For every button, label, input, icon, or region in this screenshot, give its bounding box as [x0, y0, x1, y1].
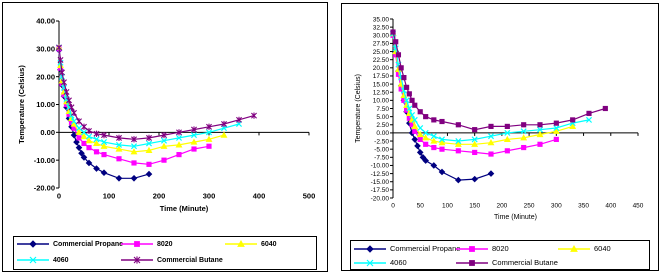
legend-item-4060	[16, 256, 69, 264]
legend-label-6040: 6040	[261, 240, 277, 248]
legend-item-6040	[557, 244, 611, 253]
x-tick-label: 500	[302, 191, 316, 201]
data-point-commercial-butane	[413, 103, 417, 107]
y-tick-label: 30.00	[372, 32, 389, 40]
y-tick-label: 32.50	[372, 24, 389, 32]
data-point-commercial-butane	[76, 118, 81, 124]
y-tick-label: -10.00	[33, 155, 55, 165]
y-tick-label: 20.00	[36, 72, 55, 82]
y-tick-label: 35.00	[372, 16, 389, 24]
data-point-8020	[94, 150, 98, 154]
data-point-commercial-butane	[405, 85, 409, 89]
y-tick-label: 5.00	[376, 113, 389, 121]
legend-label-commercial-butane: Commercial Butane	[157, 256, 223, 264]
y-tick-label: 2.50	[376, 122, 389, 130]
data-point-commercial-propane	[472, 177, 477, 182]
y-tick-label: 17.50	[372, 73, 389, 81]
data-point-commercial-butane	[391, 30, 395, 34]
legend-label-8020: 8020	[492, 244, 509, 253]
data-point-8020	[192, 147, 196, 151]
data-point-commercial-butane	[571, 118, 575, 122]
data-point-commercial-propane	[412, 137, 417, 142]
data-point-6040	[505, 137, 510, 142]
data-point-8020	[132, 161, 136, 165]
y-tick-label: -5.00	[374, 146, 389, 154]
x-tick-label: 100	[442, 202, 453, 210]
data-point-commercial-butane	[505, 124, 509, 128]
data-point-commercial-propane	[71, 133, 76, 138]
left-chart-panel	[2, 2, 328, 272]
data-point-commercial-butane	[432, 118, 436, 122]
data-point-commercial-butane	[418, 110, 422, 114]
x-tick-label: 0	[56, 191, 62, 201]
data-point-8020	[82, 141, 86, 145]
data-point-8020	[162, 158, 166, 162]
data-point-8020	[424, 142, 428, 146]
data-point-commercial-butane	[522, 123, 526, 127]
data-point-8020	[538, 142, 542, 146]
legend-swatch-8020	[455, 245, 489, 253]
y-tick-label: -15.00	[370, 179, 389, 187]
data-point-6040	[161, 144, 166, 149]
x-tick-label: 150	[469, 202, 481, 210]
data-point-commercial-butane	[424, 115, 428, 119]
data-point-commercial-butane	[603, 106, 607, 110]
legend-swatch-6040	[224, 240, 258, 248]
y-tick-label: -12.50	[370, 170, 389, 178]
data-point-4060	[418, 125, 423, 130]
y-tick-label: -20.00	[33, 183, 55, 193]
data-point-6040	[131, 149, 136, 154]
x-tick-label: 300	[202, 191, 216, 201]
legend-label-6040: 6040	[594, 244, 611, 253]
data-point-commercial-butane	[554, 121, 558, 125]
legend-marker-8020	[135, 242, 140, 247]
data-point-commercial-butane	[456, 123, 460, 127]
data-point-6040	[206, 137, 211, 142]
data-point-commercial-butane	[407, 92, 411, 96]
data-point-commercial-propane	[488, 171, 493, 176]
x-tick-label: 400	[252, 191, 266, 201]
x-tick-label: 400	[605, 202, 617, 210]
data-point-8020	[413, 129, 417, 133]
data-point-6040	[472, 142, 477, 147]
data-point-8020	[554, 137, 558, 141]
data-point-8020	[489, 152, 493, 156]
legend-item-4060	[353, 258, 407, 267]
y-tick-label: 25.00	[372, 48, 389, 56]
legend-label-commercial-propane: Commercial Propane	[390, 244, 461, 253]
legend-marker-commercial-propane	[30, 241, 36, 247]
y-tick-label: -10.00	[370, 162, 389, 170]
x-axis-title: Time (Minute)	[159, 204, 209, 213]
data-point-8020	[102, 153, 106, 157]
legend-swatch-commercial-propane	[16, 240, 50, 248]
data-point-8020	[207, 144, 211, 148]
data-point-8020	[177, 153, 181, 157]
data-point-8020	[432, 145, 436, 149]
legend-label-4060: 4060	[390, 258, 407, 267]
legend-item-8020	[120, 240, 173, 248]
legend-swatch-commercial-propane	[353, 245, 387, 253]
legend-item-commercial-propane	[16, 240, 123, 248]
y-tick-label: 0.00	[40, 127, 55, 137]
data-point-commercial-propane	[131, 176, 136, 181]
x-tick-label: 450	[632, 202, 644, 210]
data-point-commercial-propane	[76, 145, 81, 150]
y-tick-label: -7.50	[374, 154, 389, 162]
legend-label-commercial-butane: Commercial Butane	[492, 258, 558, 267]
y-tick-label: 30.00	[36, 44, 55, 54]
data-point-commercial-butane	[538, 123, 542, 127]
data-point-commercial-butane	[410, 98, 414, 102]
legend-marker-8020	[470, 246, 475, 251]
data-point-8020	[440, 147, 444, 151]
legend-marker-commercial-propane	[367, 246, 373, 252]
y-tick-label: 27.50	[372, 40, 389, 48]
legend-item-commercial-propane	[353, 244, 460, 253]
legend-item-8020	[455, 244, 509, 253]
data-point-6040	[146, 148, 151, 153]
y-tick-label: 10.00	[36, 100, 55, 110]
data-point-commercial-butane	[587, 111, 591, 115]
legend-swatch-4060	[16, 256, 50, 264]
series-6040	[56, 45, 226, 154]
data-point-8020	[505, 149, 509, 153]
data-point-6040	[431, 138, 436, 143]
y-tick-label: -2.50	[374, 138, 389, 146]
legend-label-8020: 8020	[157, 240, 173, 248]
data-point-8020	[522, 145, 526, 149]
x-tick-label: 50	[416, 202, 424, 210]
data-point-commercial-butane	[81, 124, 86, 130]
x-tick-label: 200	[152, 191, 166, 201]
x-tick-label: 300	[550, 202, 562, 210]
right-legend	[350, 240, 650, 270]
legend-label-commercial-propane: Commercial Propane	[53, 240, 124, 248]
y-tick-label: -20.00	[370, 195, 389, 203]
legend-marker-commercial-butane	[470, 260, 475, 265]
legend-label-4060: 4060	[53, 256, 69, 264]
data-point-6040	[221, 133, 226, 138]
y-tick-label: 40.00	[36, 16, 55, 26]
x-tick-label: 350	[578, 202, 589, 210]
data-point-commercial-butane	[396, 53, 400, 57]
series-line-4060	[59, 47, 239, 146]
y-tick-label: 12.50	[372, 89, 389, 97]
data-point-commercial-butane	[473, 128, 477, 132]
data-point-8020	[456, 149, 460, 153]
series-line-commercial-butane	[59, 47, 254, 139]
legend-swatch-6040	[557, 245, 591, 253]
right-chart-panel	[341, 3, 659, 271]
data-point-6040	[488, 140, 493, 145]
data-point-8020	[87, 146, 91, 150]
legend-swatch-8020	[120, 240, 154, 248]
data-point-8020	[418, 137, 422, 141]
data-point-6040	[191, 139, 196, 144]
data-point-commercial-butane	[489, 124, 493, 128]
x-tick-label: 0	[391, 202, 395, 210]
data-point-commercial-propane	[456, 178, 461, 183]
data-point-commercial-propane	[418, 150, 423, 155]
y-tick-label: 22.50	[372, 56, 389, 64]
x-tick-label: 250	[523, 202, 535, 210]
y-tick-label: -17.50	[370, 187, 389, 195]
data-point-commercial-propane	[415, 143, 420, 148]
data-point-8020	[77, 136, 81, 140]
series-4060	[56, 45, 241, 149]
data-point-8020	[473, 150, 477, 154]
y-axis-title: Temperature (Celsius)	[17, 65, 26, 144]
legend-swatch-commercial-butane	[455, 259, 489, 267]
legend-item-commercial-butane	[120, 256, 223, 264]
data-point-commercial-propane	[146, 171, 151, 176]
y-tick-label: 10.00	[372, 97, 389, 105]
data-point-8020	[147, 162, 151, 166]
y-tick-label: 20.00	[372, 65, 389, 73]
y-tick-label: 0.00	[376, 130, 389, 138]
y-axis-title: Temperature (Celsius)	[355, 74, 362, 143]
legend-item-commercial-butane	[455, 258, 558, 267]
x-tick-label: 100	[102, 191, 116, 201]
data-point-commercial-propane	[101, 170, 106, 175]
data-point-commercial-butane	[394, 40, 398, 44]
data-point-commercial-propane	[116, 176, 121, 181]
right-chart	[342, 4, 660, 238]
left-legend	[13, 236, 317, 270]
data-point-commercial-butane	[440, 119, 444, 123]
data-point-6040	[423, 135, 428, 140]
y-tick-label: 7.50	[376, 105, 389, 113]
legend-swatch-4060	[353, 259, 387, 267]
data-point-commercial-butane	[399, 66, 403, 70]
series-commercial-butane	[391, 30, 607, 132]
data-point-commercial-butane	[71, 110, 76, 116]
data-point-6040	[521, 135, 526, 140]
legend-item-6040	[224, 240, 277, 248]
x-tick-label: 200	[496, 202, 508, 210]
y-tick-label: 15.00	[372, 81, 389, 89]
data-point-commercial-butane	[402, 76, 406, 80]
data-point-6040	[176, 142, 181, 147]
data-point-8020	[117, 157, 121, 161]
x-axis-title: Time (Minute)	[494, 214, 537, 221]
legend-swatch-commercial-butane	[120, 256, 154, 264]
left-chart	[3, 3, 329, 233]
